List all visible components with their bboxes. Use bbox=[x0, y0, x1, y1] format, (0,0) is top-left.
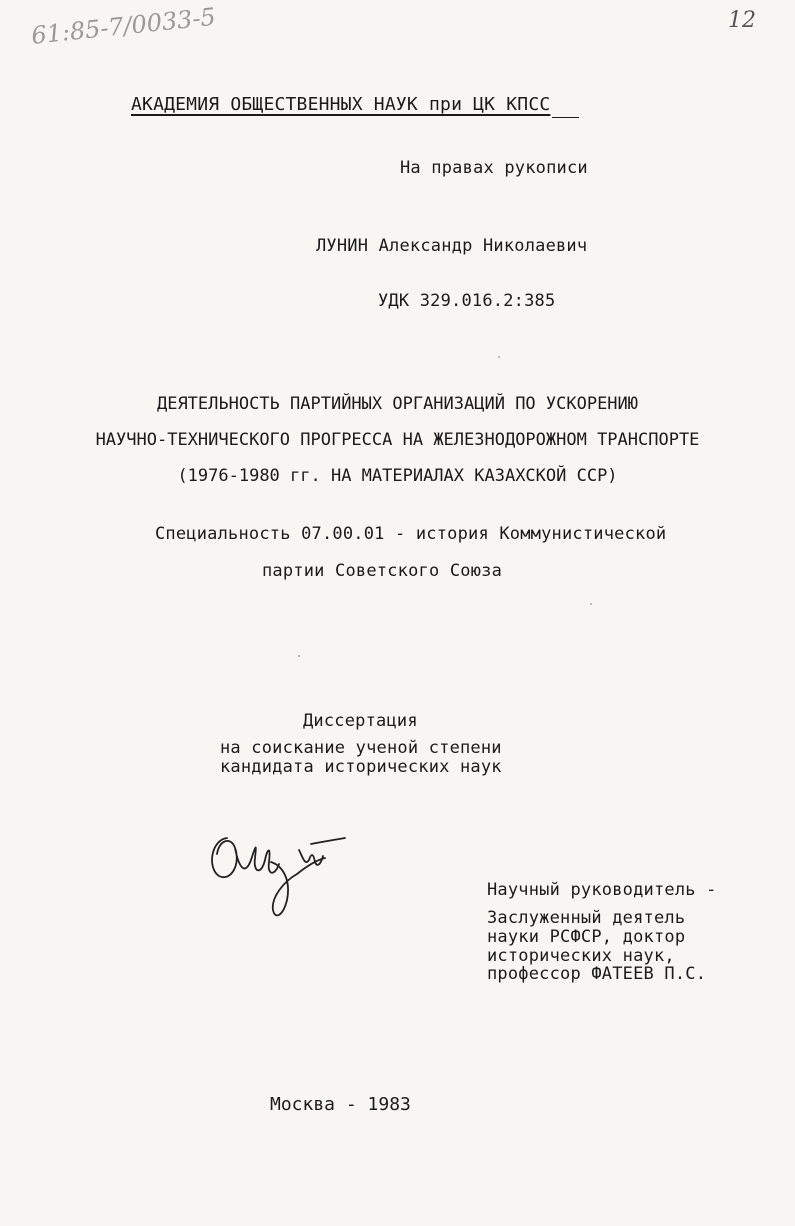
udk-code: УДК 329.016.2:385 bbox=[378, 291, 556, 311]
title-line-3: (1976-1980 гг. НА МАТЕРИАЛАХ КАЗАХСКОЙ ССР) bbox=[177, 466, 618, 486]
title-line-2: НАУЧНО-ТЕХНИЧЕСКОГО ПРОГРЕССА НА ЖЕЛЕЗНОДОРОЖНОМ ТРАНСПОРТЕ bbox=[95, 430, 700, 450]
paper-speck bbox=[590, 603, 592, 605]
institution-name: АКАДЕМИЯ ОБЩЕСТВЕННЫХ НАУК при ЦК КПСС bbox=[131, 94, 551, 115]
sheet-number: 12 bbox=[728, 8, 756, 33]
title-line-1: ДЕЯТЕЛЬНОСТЬ ПАРТИЙНЫХ ОРГАНИЗАЦИЙ ПО УСКОРЕНИЮ bbox=[156, 394, 639, 414]
advisor-line-3: науки РСФСР, доктор bbox=[487, 927, 686, 947]
advisor-line-4: исторических наук, bbox=[487, 946, 675, 966]
manuscript-rights-note: На правах рукописи bbox=[400, 158, 588, 178]
advisor-line-2: Заслуженный деятель bbox=[487, 908, 686, 928]
advisor-name: профессор ФАТЕЕВ П.С. bbox=[487, 964, 707, 984]
city-and-year: Москва - 1983 bbox=[270, 1094, 411, 1115]
dissertation-title bbox=[0, 386, 795, 494]
paper-speck bbox=[298, 655, 300, 657]
specialty-line-2: партии Советского Союза bbox=[262, 561, 503, 581]
institution-underline bbox=[552, 117, 579, 118]
author-signature bbox=[205, 820, 355, 930]
specialty-line-1: Специальность 07.00.01 - история Коммунистической bbox=[155, 524, 667, 544]
archive-handwritten-note: 61:85-7/0033-5 bbox=[30, 2, 218, 50]
author-name: ЛУНИН Александр Николаевич bbox=[316, 236, 588, 256]
advisor-heading: Научный руководитель - bbox=[487, 880, 717, 900]
paper-speck bbox=[498, 356, 500, 358]
thesis-degree-line-1: на соискание ученой степени bbox=[220, 738, 502, 758]
thesis-degree-line-2: кандидата исторических наук bbox=[220, 757, 502, 777]
thesis-type: Диссертация bbox=[303, 711, 418, 731]
